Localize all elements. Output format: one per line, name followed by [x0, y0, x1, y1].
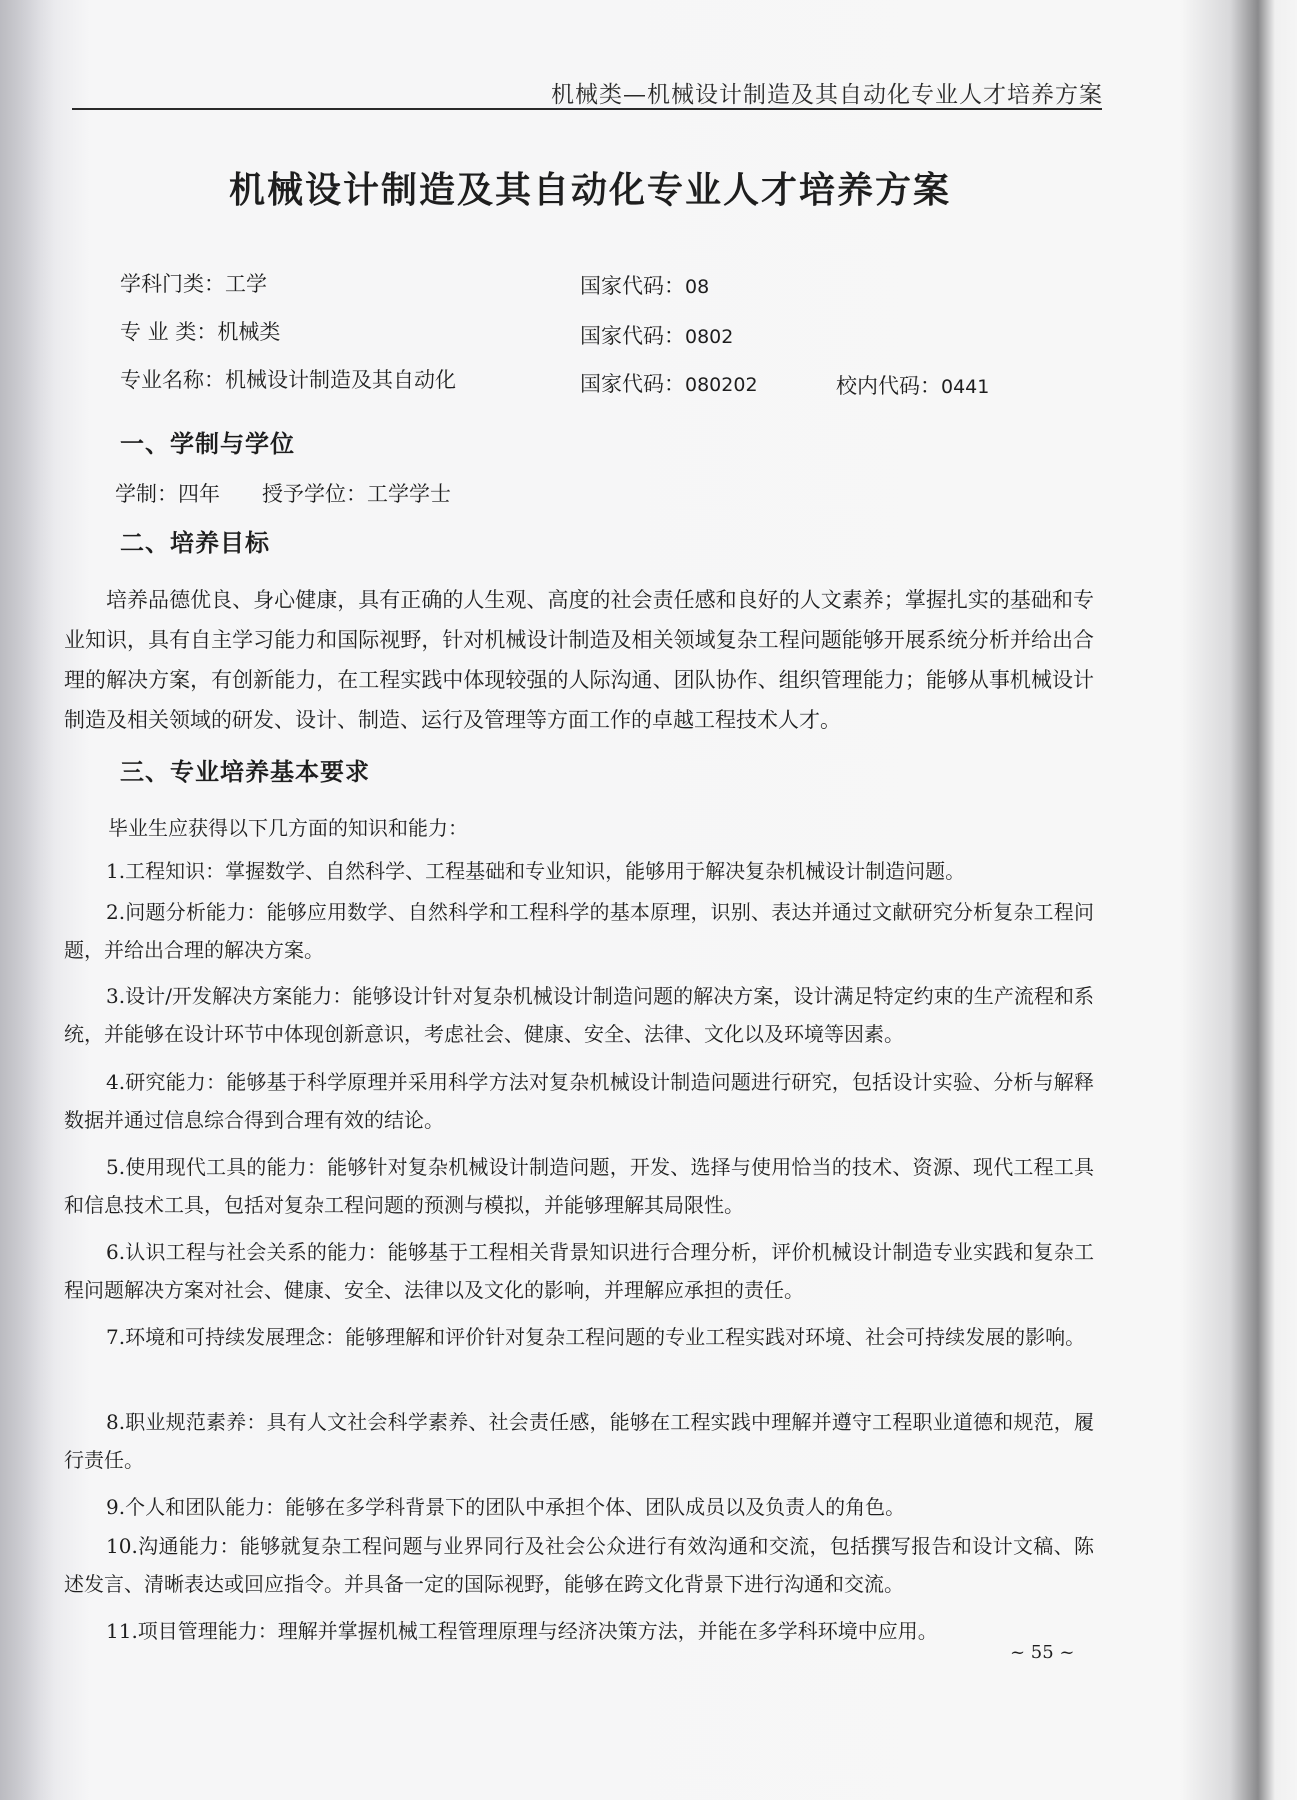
school-code-row — [836, 370, 989, 400]
running-header: 机械类—机械设计制造及其自动化专业人才培养方案 — [551, 82, 1103, 108]
category-code-row — [580, 320, 733, 350]
header-rule — [72, 108, 1102, 110]
discipline-code-row — [580, 270, 709, 300]
section-1-text: 学制：四年 授予学位：工学学士 — [115, 482, 451, 506]
requirement-item: 8.职业规范素养：具有人文社会科学素养、社会责任感，能够在工程实践中理解并遵守工程职业道德和规范，履行责任。 — [64, 1410, 1094, 1472]
discipline-label: 学科门类：工学 — [120, 272, 267, 296]
scan-shadow — [0, 0, 55, 1800]
section-3-intro: 毕业生应获得以下几方面的知识和能力： — [108, 816, 468, 840]
section-3-heading: 三、专业培养基本要求 — [120, 758, 370, 786]
school-code: 0441 — [941, 376, 990, 398]
requirement-item: 3.设计/开发解决方案能力：能够设计针对复杂机械设计制造问题的解决方案，设计满足特定约束的生产流程和系统，并能够在设计环节中体现创新意识，考虑社会、健康、安全、法律、文化以及环境等因素。 — [64, 984, 1094, 1046]
requirement-item: 5.使用现代工具的能力：能够针对复杂机械设计制造问题，开发、选择与使用恰当的技术、资源、现代工程工具和信息技术工具，包括对复杂工程问题的预测与模拟，并能够理解其局限性。 — [64, 1155, 1094, 1217]
requirement-item: 10.沟通能力：能够就复杂工程问题与业界同行及社会公众进行有效沟通和交流，包括撰写报告和设计文稿、陈述发言、清晰表达或回应指令。并具备一定的国际视野，能够在跨文化背景下进行沟通和交流。 — [64, 1534, 1094, 1596]
school-code-label: 校内代码： — [836, 374, 941, 398]
discipline-code: 08 — [685, 276, 710, 298]
document-title: 机械设计制造及其自动化专业人才培养方案 — [228, 170, 951, 211]
section-1-heading: 一、学制与学位 — [120, 430, 295, 458]
requirement-item: 7.环境和可持续发展理念：能够理解和评价针对复杂工程问题的专业工程实践对环境、社会可持续发展的影响。 — [106, 1325, 1086, 1349]
page-number: ~ 55 ~ — [1010, 1642, 1075, 1663]
category-code: 0802 — [685, 326, 734, 348]
section-2-paragraph: 培养品德优良、身心健康，具有正确的人生观、高度的社会责任感和良好的人文素养；掌握扎实的基础和专业知识，具有自主学习能力和国际视野，针对机械设计制造及相关领域复杂工程问题能够开展系统分析并给出合理的解决方案，有创新能力，在工程实践中体现较强的人际沟通、团队协作、组织管理能力；能够从事机械设计制造及相关领域的研发、设计、制造、运行及管理等方面工作的卓越工程技术人才。 — [64, 588, 1094, 732]
category-label: 专 业 类：机械类 — [120, 320, 281, 344]
discipline-code-label: 国家代码： — [580, 274, 685, 298]
major-code: 080202 — [685, 374, 758, 396]
section-2-heading: 二、培养目标 — [120, 529, 270, 557]
requirement-item: 4.研究能力：能够基于科学原理并采用科学方法对复杂机械设计制造问题进行研究，包括设计实验、分析与解释数据并通过信息综合得到合理有效的结论。 — [64, 1070, 1094, 1132]
category-code-label: 国家代码： — [580, 324, 685, 348]
major-code-row — [580, 368, 758, 398]
requirement-item: 9.个人和团队能力：能够在多学科背景下的团队中承担个体、团队成员以及负责人的角色。 — [106, 1495, 906, 1519]
major-code-label: 国家代码： — [580, 372, 685, 396]
requirement-item: 6.认识工程与社会关系的能力：能够基于工程相关背景知识进行合理分析，评价机械设计制造专业实践和复杂工程问题解决方案对社会、健康、安全、法律以及文化的影响，并理解应承担的责任。 — [64, 1240, 1094, 1302]
requirement-item: 2.问题分析能力：能够应用数学、自然科学和工程科学的基本原理，识别、表达并通过文献研究分析复杂工程问题，并给出合理的解决方案。 — [64, 900, 1094, 962]
requirement-item: 11.项目管理能力：理解并掌握机械工程管理原理与经济决策方法，并能在多学科环境中应用。 — [106, 1619, 938, 1643]
major-label: 专业名称：机械设计制造及其自动化 — [120, 368, 456, 392]
requirement-item: 1.工程知识：掌握数学、自然科学、工程基础和专业知识，能够用于解决复杂机械设计制造问题。 — [106, 859, 966, 883]
